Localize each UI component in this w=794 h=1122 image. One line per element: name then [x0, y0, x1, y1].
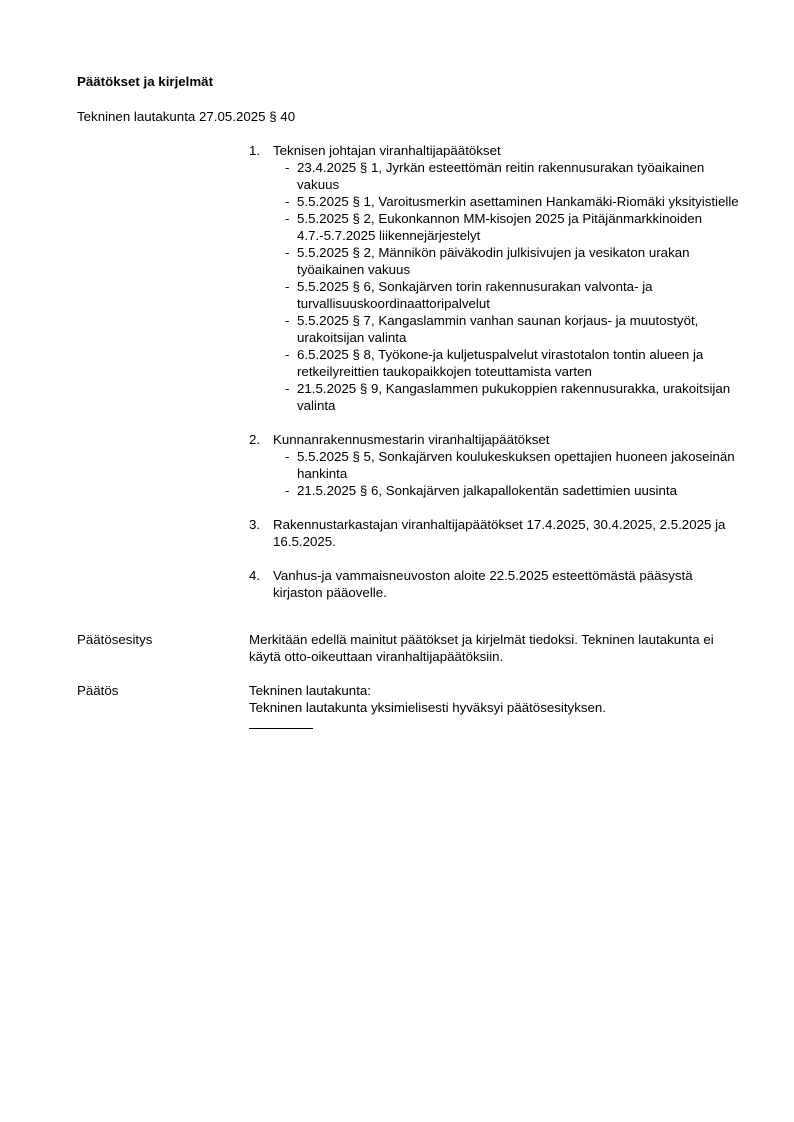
decision-label: Päätös — [77, 683, 119, 698]
decision-row — [77, 682, 739, 729]
list-item: - 5.5.2025 § 5, Sonkajärven koulukeskuksen opettajien huoneen jakoseinän hankinta — [285, 449, 735, 481]
section-number: 4. — [249, 568, 261, 583]
section-heading: Teknisen johtajan viranhaltijapäätökset — [273, 143, 501, 158]
section-number: 1. — [249, 143, 261, 158]
list-item: - 5.5.2025 § 2, Männikön päiväkodin julkisivujen ja vesikaton urakan työaikainen vakuus — [285, 245, 690, 277]
list-item: - 23.4.2025 § 1, Jyrkän esteettömän reitin rakennusurakan työaikainen vakuus — [285, 160, 705, 192]
section-2 — [249, 431, 739, 499]
section-items — [249, 159, 739, 414]
list-item: - 5.5.2025 § 6, Sonkajärven torin rakennusurakan valvonta- ja turvallisuuskoordinaattoripalvelut — [285, 279, 653, 311]
list-item: - 5.5.2025 § 1, Varoitusmerkin asettaminen Hankamäki-Riomäki yksityistielle — [285, 194, 739, 209]
decision-body-heading: Tekninen lautakunta: — [249, 683, 371, 698]
list-item: - 5.5.2025 § 2, Eukonkannon MM-kisojen 2025 ja Pitäjänmarkkinoiden 4.7.-5.7.2025 liikennejärjestelyt — [285, 211, 703, 243]
section-heading: Vanhus-ja vammaisneuvoston aloite 22.5.2025 esteettömästä pääsystä kirjaston pääovelle. — [273, 568, 693, 600]
section-4 — [249, 567, 739, 601]
section-number: 2. — [249, 432, 261, 447]
section-1 — [249, 142, 739, 414]
section-3 — [249, 516, 739, 550]
decision-text: Tekninen lautakunta yksimielisesti hyväksyi päätösesityksen. — [249, 700, 606, 715]
proposal-label: Päätösesitys — [77, 632, 153, 647]
proposal-text: Merkitään edellä mainitut päätökset ja kirjelmät tiedoksi. Tekninen lautakunta ei käytä otto-oikeuttaan viranhaltijapäätöksiin. — [249, 632, 714, 664]
list-item: - 21.5.2025 § 6, Sonkajärven jalkapallokentän sadettimien uusinta — [285, 483, 677, 498]
section-items — [249, 448, 739, 499]
document-title: Päätökset ja kirjelmät — [77, 74, 213, 89]
proposal-row — [77, 631, 739, 665]
list-item: - 21.5.2025 § 9, Kangaslammen pukukoppien rakennusurakka, urakoitsijan valinta — [285, 381, 731, 413]
meeting-reference: Tekninen lautakunta 27.05.2025 § 40 — [77, 109, 296, 124]
section-heading: Rakennustarkastajan viranhaltijapäätökset 17.4.2025, 30.4.2025, 2.5.2025 ja 16.5.2025. — [273, 517, 726, 549]
list-item: - 6.5.2025 § 8, Työkone-ja kuljetuspalvelut virastotalon tontin alueen ja retkeilyreittien taukopaikkojen toteuttamista varten — [285, 347, 704, 379]
decision-list — [249, 142, 739, 618]
signature-rule — [249, 728, 313, 729]
list-item: - 5.5.2025 § 7, Kangaslammin vanhan saunan korjaus- ja muutostyöt, urakoitsijan valinta — [285, 313, 699, 345]
section-number: 3. — [249, 517, 261, 532]
section-heading: Kunnanrakennusmestarin viranhaltijapäätökset — [273, 432, 550, 447]
